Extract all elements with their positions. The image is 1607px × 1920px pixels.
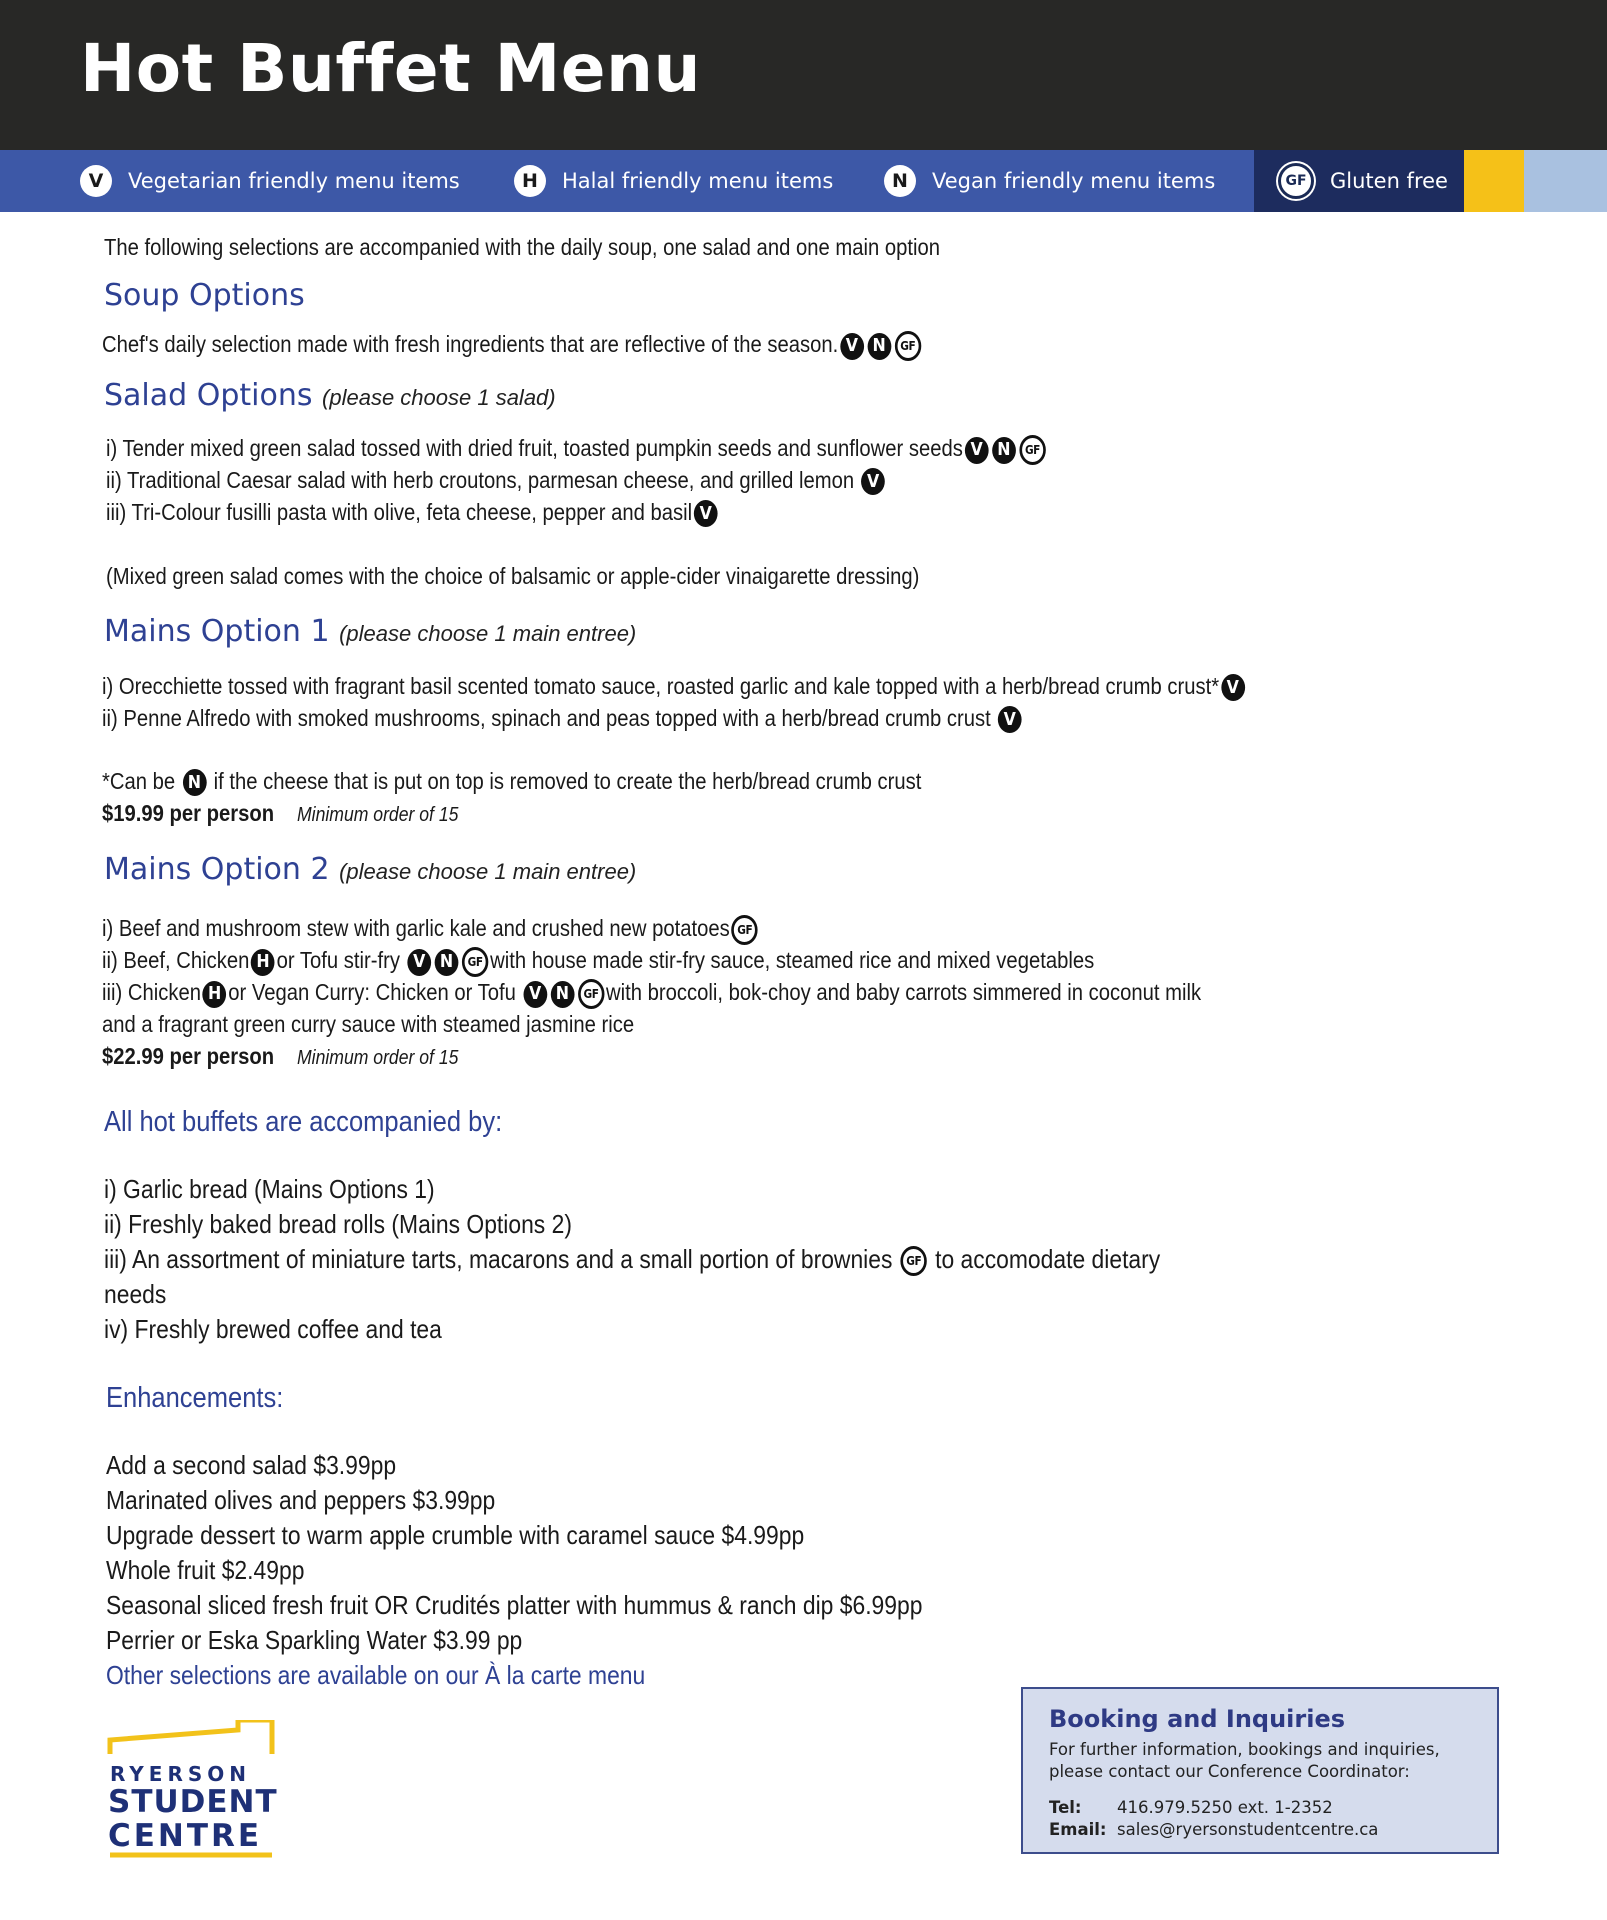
booking-line: For further information, bookings and inquiries, (1049, 1740, 1440, 1759)
accompanied-heading: All hot buffets are accompanied by: (104, 1106, 503, 1138)
vegetarian-icon: V (965, 437, 989, 464)
vegetarian-icon: V (1221, 674, 1245, 701)
mains1-item-text: ii) Penne Alfredo with smoked mushrooms, spinach and peas topped with a herb/bread crumb crust (102, 705, 991, 731)
mains2-item-text: with house made stir-fry sauce, steamed rice and mixed vegetables (490, 947, 1095, 974)
booking-tel-row (1049, 1797, 1471, 1819)
mains2-item-3-continued: and a fragrant green curry sauce with steamed jasmine rice (102, 1011, 635, 1037)
mains1-item-text: i) Orecchiette tossed with fragrant basil scented tomato sauce, roasted garlic and kale topped with a herb/bread crumb crust* (102, 673, 1220, 699)
logo-line-1: RYERSON (110, 1762, 251, 1786)
mains2-price-line (102, 1043, 458, 1070)
legend-label: Halal friendly menu items (562, 169, 834, 193)
vegan-icon: N (435, 949, 459, 976)
gluten-free-icon: GF (1278, 163, 1314, 199)
email-value[interactable]: sales@ryersonstudentcentre.ca (1117, 1820, 1379, 1839)
page-title: Hot Buffet Menu (80, 30, 702, 107)
halal-icon: H (203, 981, 227, 1008)
legend-halal (514, 150, 833, 212)
accompanied-item-3 (104, 1244, 1160, 1276)
accompanied-item-text: to accomodate dietary (935, 1244, 1161, 1274)
mains2-minimum: Minimum order of 15 (297, 1047, 459, 1069)
footnote-text: if the cheese that is put on top is removed to create the herb/bread crumb crust (213, 768, 922, 794)
vegetarian-icon: V (80, 165, 112, 197)
accompanied-item-text: iii) An assortment of miniature tarts, macarons and a small portion of brownies (104, 1244, 893, 1274)
salad-dressing-note: (Mixed green salad comes with the choice of balsamic or apple-cider vinaigarette dressing) (106, 563, 920, 589)
ryerson-student-centre-logo (106, 1720, 276, 1860)
lightblue-accent-block (1524, 150, 1607, 212)
mains2-item-3 (102, 979, 1201, 1009)
enhancement-item: Upgrade dessert to warm apple crumble with caramel sauce $4.99pp (106, 1520, 805, 1550)
booking-title: Booking and Inquiries (1049, 1705, 1346, 1733)
mains1-footnote (102, 768, 921, 796)
vegetarian-icon: V (840, 333, 864, 360)
halal-icon: H (251, 949, 275, 976)
legend-gluten-free (1278, 150, 1448, 212)
gluten-free-icon: GF (895, 331, 921, 361)
accompanied-item-2: ii) Freshly baked bread rolls (Mains Options 2) (104, 1209, 572, 1239)
mains2-item-text: with broccoli, bok-choy and baby carrots simmered in coconut milk (606, 979, 1202, 1006)
mains2-item-text: or Tofu stir-fry (276, 947, 400, 974)
salad-heading (104, 378, 556, 413)
accompanied-item-3-continued: needs (104, 1279, 167, 1309)
booking-line: please contact our Conference Coordinator: (1049, 1762, 1410, 1781)
intro-text: The following selections are accompanied with the daily soup, one salad and one main option (104, 234, 940, 260)
vegetarian-icon: V (694, 500, 718, 527)
booking-inquiries-box (1021, 1687, 1499, 1854)
vegan-icon: N (992, 437, 1016, 464)
mains2-item-text: iii) Chicken (102, 979, 201, 1006)
logo-line-3: CENTRE (108, 1818, 263, 1854)
tel-label: Tel: (1049, 1798, 1082, 1817)
legend-label: Gluten free (1330, 169, 1448, 193)
enhancement-item: Whole fruit $2.49pp (106, 1555, 305, 1585)
logo-line-2: STUDENT (108, 1784, 278, 1820)
mains1-price: $19.99 per person (102, 800, 275, 826)
mains2-item-1 (102, 915, 760, 945)
mains1-minimum: Minimum order of 15 (297, 804, 459, 826)
enhancement-item: Seasonal sliced fresh fruit OR Crudités platter with hummus & ranch dip $6.99pp (106, 1590, 923, 1620)
enhancement-item: Add a second salad $3.99pp (106, 1450, 397, 1480)
gluten-free-icon: GF (462, 947, 488, 977)
salad-item-text: iii) Tri-Colour fusilli pasta with olive, feta cheese, pepper and basil (106, 499, 693, 525)
vegan-icon: N (884, 165, 916, 197)
vegan-icon: N (551, 981, 575, 1008)
a-la-carte-link[interactable]: Other selections are available on our À la carte menu (106, 1660, 646, 1690)
gluten-free-icon: GF (1019, 435, 1045, 465)
salad-item-3 (106, 499, 719, 527)
vegetarian-icon: V (998, 706, 1022, 733)
mains1-note: (please choose 1 main entree) (339, 621, 637, 646)
legend-label: Vegetarian friendly menu items (128, 169, 460, 193)
footnote-text: *Can be (102, 768, 176, 794)
mains2-heading (104, 852, 636, 887)
mains2-note: (please choose 1 main entree) (339, 859, 637, 884)
enhancement-item: Perrier or Eska Sparkling Water $3.99 pp (106, 1625, 523, 1655)
mains2-item-2 (102, 947, 1094, 977)
legend-vegan (884, 150, 1215, 212)
soup-heading: Soup Options (104, 278, 305, 313)
mains2-price: $22.99 per person (102, 1043, 275, 1069)
vegetarian-icon: V (861, 468, 885, 495)
mains2-item-text: i) Beef and mushroom stew with garlic kale and crushed new potatoes (102, 915, 730, 942)
tel-value[interactable]: 416.979.5250 ext. 1-2352 (1117, 1798, 1333, 1817)
salad-note: (please choose 1 salad) (322, 385, 556, 410)
accompanied-item-4: iv) Freshly brewed coffee and tea (104, 1314, 442, 1344)
vegan-icon: N (183, 769, 207, 796)
email-label: Email: (1049, 1820, 1107, 1839)
mains1-price-line (102, 800, 458, 827)
soup-text: Chef's daily selection made with fresh ingredients that are reflective of the season. (102, 331, 839, 358)
gluten-free-icon: GF (578, 979, 604, 1009)
enhancement-item: Marinated olives and peppers $3.99pp (106, 1485, 496, 1515)
salad-item-2 (106, 467, 887, 495)
salad-item-text: i) Tender mixed green salad tossed with dried fruit, toasted pumpkin seeds and sunflower seeds (106, 435, 963, 462)
mains1-item-1 (102, 673, 1246, 701)
booking-email-row (1049, 1819, 1471, 1841)
salad-item-text: ii) Traditional Caesar salad with herb croutons, parmesan cheese, and grilled lemon (106, 467, 855, 493)
enhancements-heading: Enhancements: (106, 1382, 284, 1414)
legend-vegetarian (80, 150, 460, 212)
mains2-heading-text: Mains Option 2 (104, 852, 330, 887)
gluten-free-icon: GF (901, 1246, 927, 1276)
header-bar (0, 0, 1607, 150)
halal-icon: H (514, 165, 546, 197)
mains1-heading (104, 614, 636, 649)
vegetarian-icon: V (523, 981, 547, 1008)
mains2-item-text: or Vegan Curry: Chicken or Tofu (228, 979, 516, 1006)
salad-item-1 (106, 435, 1047, 465)
gluten-free-icon: GF (732, 915, 758, 945)
mains1-item-2 (102, 705, 1023, 733)
vegetarian-icon: V (407, 949, 431, 976)
accompanied-item-1: i) Garlic bread (Mains Options 1) (104, 1174, 435, 1204)
yellow-accent-block (1464, 150, 1524, 212)
mains2-item-text: ii) Beef, Chicken (102, 947, 250, 974)
mains1-heading-text: Mains Option 1 (104, 614, 330, 649)
vegan-icon: N (867, 333, 891, 360)
salad-heading-text: Salad Options (104, 378, 313, 413)
soup-description (102, 331, 923, 361)
legend-label: Vegan friendly menu items (932, 169, 1216, 193)
